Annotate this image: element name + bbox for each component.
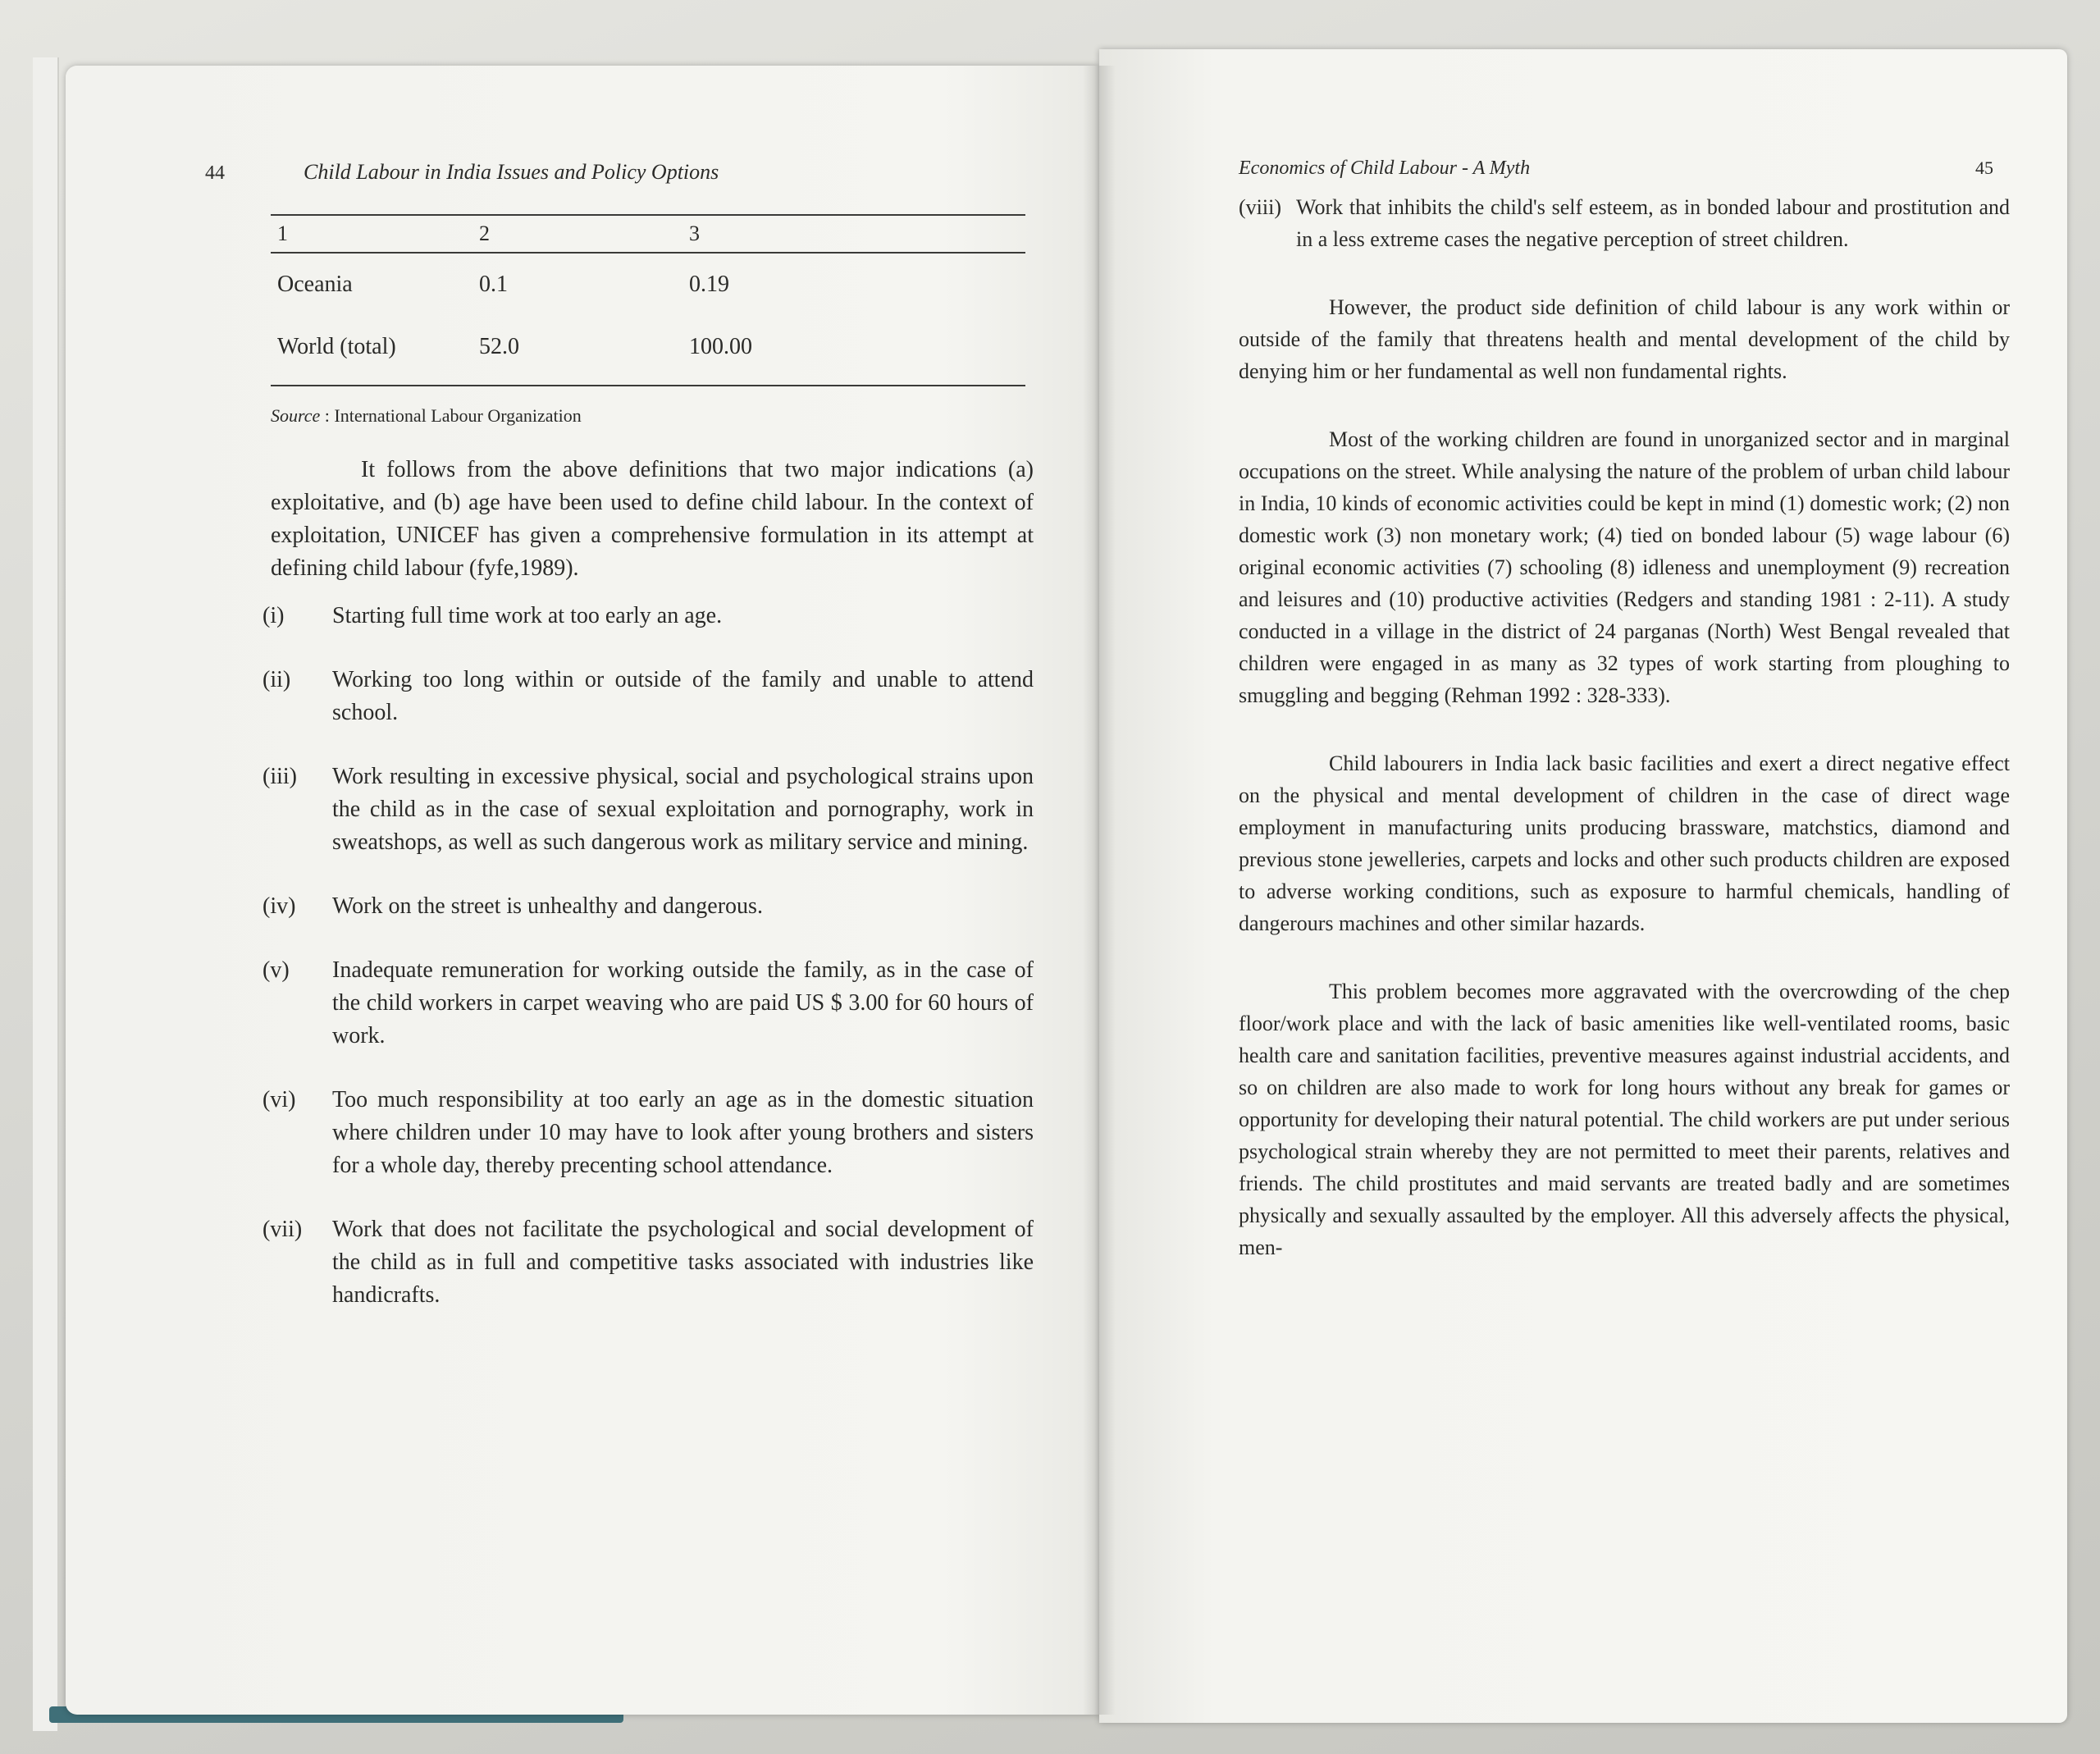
source-label: Source <box>271 405 321 426</box>
list-item-number: (i) <box>262 603 285 628</box>
list-item-text: Work that inhibits the child's self esteem, as in bonded labour and prostitution and in a less extreme cases the negative perception of street children. <box>1296 195 2010 251</box>
intro-paragraph: It follows from the above definitions that two major indications (a) exploitative, and (b) age have been used to define child labour. In the context of exploitation, UNICEF has given a comprehensive formulation in its attempt at defining child labour (fyfe,1989). <box>271 457 1034 581</box>
table-source <box>271 400 1025 432</box>
list-item-number: (iv) <box>262 893 296 919</box>
list-item <box>1239 191 2010 255</box>
table-cell-value: 100.00 <box>682 316 1025 386</box>
table-column-header: 2 <box>472 215 682 253</box>
table-cell-region: Oceania <box>277 272 353 297</box>
list-item <box>262 600 1034 633</box>
list-item-number: (ii) <box>262 667 291 692</box>
list-item-text: Too much responsibility at too early an age as in the domestic situation where children under 10 may have to look after young brothers and sisters for a whole day, thereby precenting school attendance. <box>332 1087 1034 1178</box>
table-cell-value: 0.1 <box>479 272 508 297</box>
list-item-number: (vii) <box>262 1217 303 1242</box>
table-header-row <box>271 215 1025 253</box>
source-text: : International Labour Organization <box>320 405 582 426</box>
list-item <box>262 761 1034 859</box>
list-item-number: (iii) <box>262 764 297 789</box>
body-paragraph: However, the product side definition of child labour is any work within or outside of the family that threatens health and mental development of the child by denying him or her fundamental as well non fundamental rights. <box>1239 295 2010 383</box>
book-cover-edge <box>33 57 59 1731</box>
statistics-table <box>271 214 1025 386</box>
table-row <box>271 316 1025 386</box>
list-item <box>262 890 1034 923</box>
table-column-header: 3 <box>682 215 1025 253</box>
left-running-title: Child Labour in India Issues and Policy Options <box>304 160 719 184</box>
table-column-header: 1 <box>271 215 472 253</box>
right-page-number: 45 <box>1975 158 1993 178</box>
table-cell-value: 0.19 <box>689 272 729 297</box>
left-running-head <box>205 156 1025 190</box>
list-item-text: Work on the street is unhealthy and dangerous. <box>332 893 763 919</box>
list-item-text: Inadequate remuneration for working outside the family, as in the case of the child workers in carpet weaving who are paid US $ 3.00 for 60 hours of work. <box>332 957 1034 1048</box>
list-item <box>262 1084 1034 1182</box>
list-item-number: (viii) <box>1239 195 1281 219</box>
body-paragraph: Most of the working children are found in unorganized sector and in marginal occupations on the street. While analysing the nature of the problem of urban child labour in India, 10 kinds of economic activities could be kept in mind (1) domestic work; (2) non domestic work (3) non monetary work; (4) tied on bonded labour (5) wage labour (6) original economic activities (7) schooling (8) idleness and unemployment (9) recreation and leisures and (10) productive activities (Redgers and standing 1981 : 2-11). A study conducted in a village in the district of 24 parganas (North) West Bengal revealed that children were engaged in as many as 32 types of work starting from ploughing to smuggling and begging (Rehman 1992 : 328-333). <box>1239 427 2010 707</box>
body-paragraph: Child labourers in India lack basic facilities and exert a direct negative effect on the physical and mental development of children in the case of direct wage employment in manufacturing units producing brassware, matchstics, diamond and previous stone jewelleries, carpets and locks and other such products children are exposed to adverse working conditions, such as exposure to harmful chemicals, handling of dangerours machines and other similar hazards. <box>1239 751 2010 935</box>
right-running-title: Economics of Child Labour - A Myth <box>1239 158 1531 179</box>
table-cell-value: 52.0 <box>472 316 682 386</box>
definition-list <box>262 600 1034 1312</box>
list-item-text: Work that does not facilitate the psychological and social development of the child as in full and competitive tasks associated with industries like handicrafts. <box>332 1217 1034 1308</box>
list-item <box>262 1213 1034 1312</box>
list-item-number: (v) <box>262 957 290 983</box>
definition-list-continued <box>1239 191 2010 255</box>
list-item-text: Working too long within or outside of the family and unable to attend school. <box>332 667 1034 725</box>
list-item-text: Starting full time work at too early an age. <box>332 603 723 628</box>
left-page-content <box>205 156 1034 1343</box>
list-item <box>262 954 1034 1053</box>
list-item-text: Work resulting in excessive physical, social and psychological strains upon the child as in the case of sexual exploitation and pornography, work in sweatshops, as well as such dangerous work as military service and mining. <box>332 764 1034 855</box>
left-page-number: 44 <box>205 162 225 184</box>
right-running-head <box>1239 152 2010 185</box>
body-paragraph: This problem becomes more aggravated with the overcrowding of the chep floor/work place and with the lack of basic amenities like well-ventilated rooms, basic health care and sanitation facilities, preventive measures against industrial accidents, and so on children are also made to work for long hours without any break for games or opportunity for developing their natural potential. The child workers are put under serious psychological strain whereby they are not permitted to meet their parents, relatives and friends. The child prostitutes and maid servants are treated badly and are sometimes physically and sexually assaulted by the employer. All this adversely affects the physical, men- <box>1239 980 2010 1259</box>
book-spine <box>1083 66 1116 1715</box>
table-row <box>271 253 1025 316</box>
list-item-number: (vi) <box>262 1087 296 1112</box>
right-page-content <box>1239 152 2010 1285</box>
list-item <box>262 664 1034 729</box>
table-cell-region: World (total) <box>271 316 472 386</box>
